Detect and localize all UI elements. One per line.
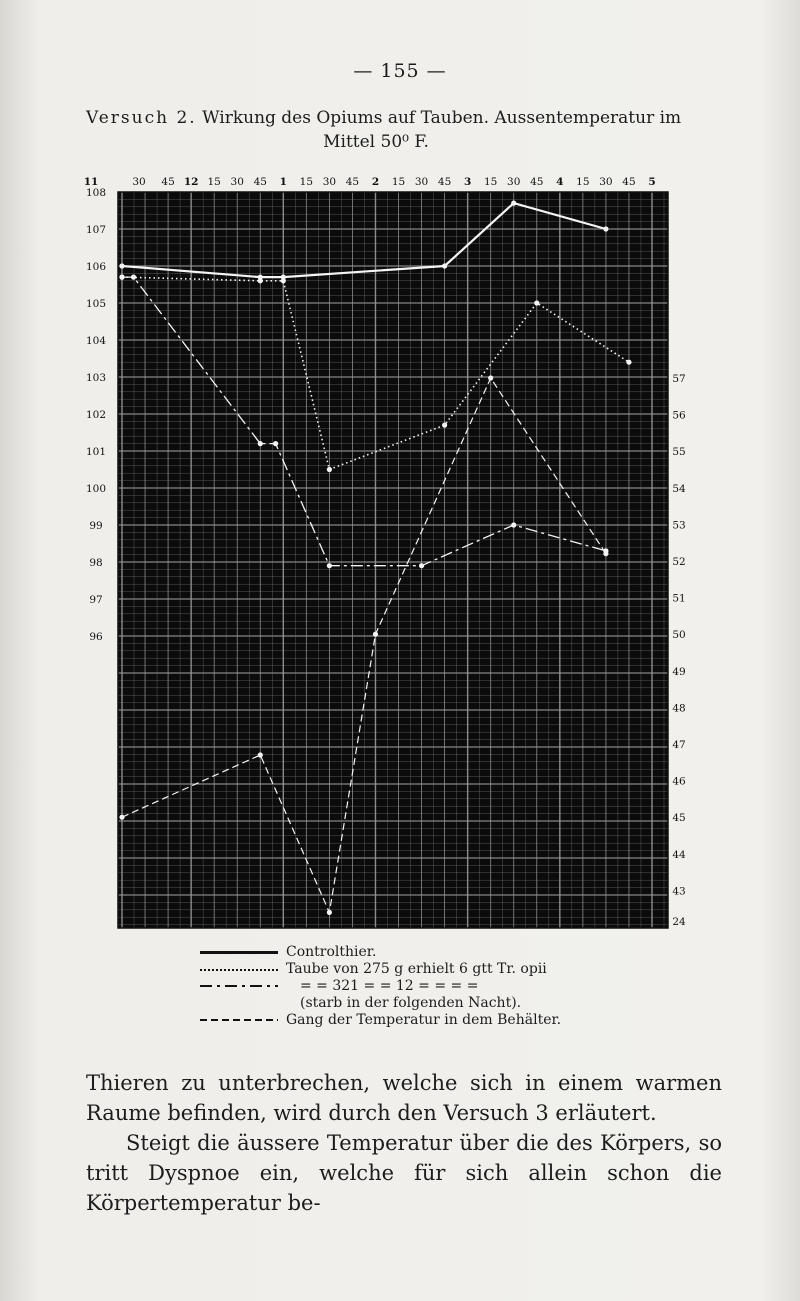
x-tick-label: 45: [253, 176, 267, 188]
x-tick-label: 3: [463, 176, 472, 188]
data-point: [258, 752, 263, 757]
y-left-tick-label: 96: [89, 631, 103, 643]
x-tick-label: 45: [530, 176, 544, 188]
legend-key-dashdot: [200, 985, 278, 987]
x-tick-label: 45: [345, 176, 360, 188]
x-tick-label: 15: [207, 176, 221, 188]
data-point: [419, 563, 424, 568]
legend-label: (starb in der folgenden Nacht).: [300, 995, 522, 1011]
paragraph: Steigt die äussere Temperatur über die des Körpers, so tritt Dyspnoe ein, welche für sich allein schon die Körpertemperatur be-: [86, 1131, 722, 1215]
data-point: [273, 441, 278, 446]
y-right-tick-label: 55: [672, 446, 686, 459]
x-tick-label: 5: [648, 176, 656, 188]
y-right-tick-label: 44: [672, 848, 686, 861]
x-tick-label: 15: [576, 176, 590, 188]
legend-label: = = 321 = = 12 = = = =: [300, 978, 479, 994]
legend-item-taube-321: [200, 978, 620, 995]
legend-label: Controlthier.: [286, 944, 377, 960]
legend-key-dashed: [200, 1019, 278, 1021]
legend-item-container: [200, 1012, 620, 1029]
legend-item-control: [200, 944, 620, 961]
legend-label: Taube von 275 g erhielt 6 gtt Tr. opii: [286, 961, 547, 977]
caption-title: Wirkung des Opiums auf Tauben. Aussentemperatur im: [202, 108, 682, 128]
legend-item-note: [200, 995, 620, 1012]
data-point: [511, 201, 516, 206]
y-left-tick-label: 104: [85, 335, 107, 347]
y-left-tick-label: 101: [85, 446, 107, 458]
data-point: [119, 275, 124, 280]
x-tick-label: 15: [299, 176, 314, 188]
y-left-tick-label: 97: [89, 594, 103, 606]
x-tick-label: 1: [279, 176, 287, 188]
y-right-tick-label: 50: [672, 629, 686, 642]
data-point: [442, 423, 447, 428]
y-right-tick-label: 46: [672, 775, 686, 788]
y-right-tick-label: 52: [672, 556, 686, 568]
y-left-tick-label: 106: [85, 261, 107, 273]
x-tick-label: 30: [507, 176, 521, 188]
data-point: [258, 278, 263, 283]
x-tick-label: 12: [183, 176, 199, 188]
data-point: [511, 522, 516, 527]
y-right-tick-label: 47: [672, 739, 686, 751]
caption-title-line2: Mittel 50⁰ F.: [323, 132, 429, 152]
y-right-tick-label: 43: [672, 885, 686, 898]
x-tick-label: 30: [322, 176, 337, 188]
legend-key-dotted: [200, 969, 278, 971]
y-right-tick-label: 45: [672, 812, 686, 825]
data-point: [258, 441, 263, 446]
data-point: [373, 632, 378, 637]
data-point: [327, 467, 332, 472]
paragraph: Thieren zu unterbrechen, welche sich in einem warmen Raume befinden, wird durch den Versuch 3 erläutert.: [86, 1071, 722, 1125]
y-left-tick-label: 108: [85, 187, 107, 199]
data-point: [131, 275, 136, 280]
x-tick-label: 2: [371, 176, 380, 188]
y-right-tick-label: 56: [672, 409, 686, 422]
data-point: [442, 263, 447, 268]
legend-label: Gang der Temperatur in dem Behälter.: [286, 1012, 562, 1028]
y-left-tick-label: 107: [85, 224, 107, 236]
legend-key-solid: [200, 951, 278, 954]
x-tick-label: 45: [622, 176, 636, 188]
x-tick-label: 15: [484, 176, 498, 188]
x-tick-label: 4: [556, 176, 564, 188]
y-left-tick-label: 103: [85, 372, 107, 384]
y-right-tick-label: 49: [672, 665, 686, 678]
data-point: [327, 563, 332, 568]
x-tick-label: 15: [391, 176, 406, 188]
data-point: [281, 278, 286, 283]
y-right-tick-label: 54: [672, 482, 686, 495]
data-point: [119, 263, 124, 268]
data-point: [534, 300, 539, 305]
x-tick-label: 45: [161, 176, 175, 188]
y-left-tick-label: 98: [89, 557, 103, 569]
x-tick-label: 30: [230, 176, 244, 188]
page-number: — 155 —: [353, 60, 447, 82]
body-text: [86, 1068, 722, 1218]
caption-lead: Versuch 2.: [86, 108, 197, 128]
data-point: [603, 551, 608, 556]
y-right-tick-label: 57: [672, 373, 686, 385]
y-right-tick-label: 51: [672, 592, 686, 605]
y-left-tick-label: 102: [85, 409, 107, 421]
data-point: [119, 815, 124, 820]
legend-item-taube-275: [200, 961, 620, 978]
x-tick-label: 30: [132, 176, 146, 188]
y-right-tick-label: 53: [672, 519, 686, 532]
y-left-tick-label: 105: [85, 298, 107, 310]
x-tick-label: 30: [599, 176, 613, 188]
chart-legend: [200, 944, 620, 1029]
x-tick-label: 45: [437, 176, 452, 188]
y-right-tick-label: 24: [672, 916, 686, 928]
x-tick-label: 11: [83, 176, 99, 188]
y-left-tick-label: 100: [85, 483, 107, 495]
data-point: [488, 375, 493, 380]
data-point: [603, 226, 608, 231]
data-point: [626, 360, 631, 365]
y-left-tick-label: 99: [89, 520, 103, 532]
x-tick-label: 30: [414, 176, 429, 188]
y-right-tick-label: 48: [672, 702, 686, 715]
data-point: [327, 910, 332, 915]
